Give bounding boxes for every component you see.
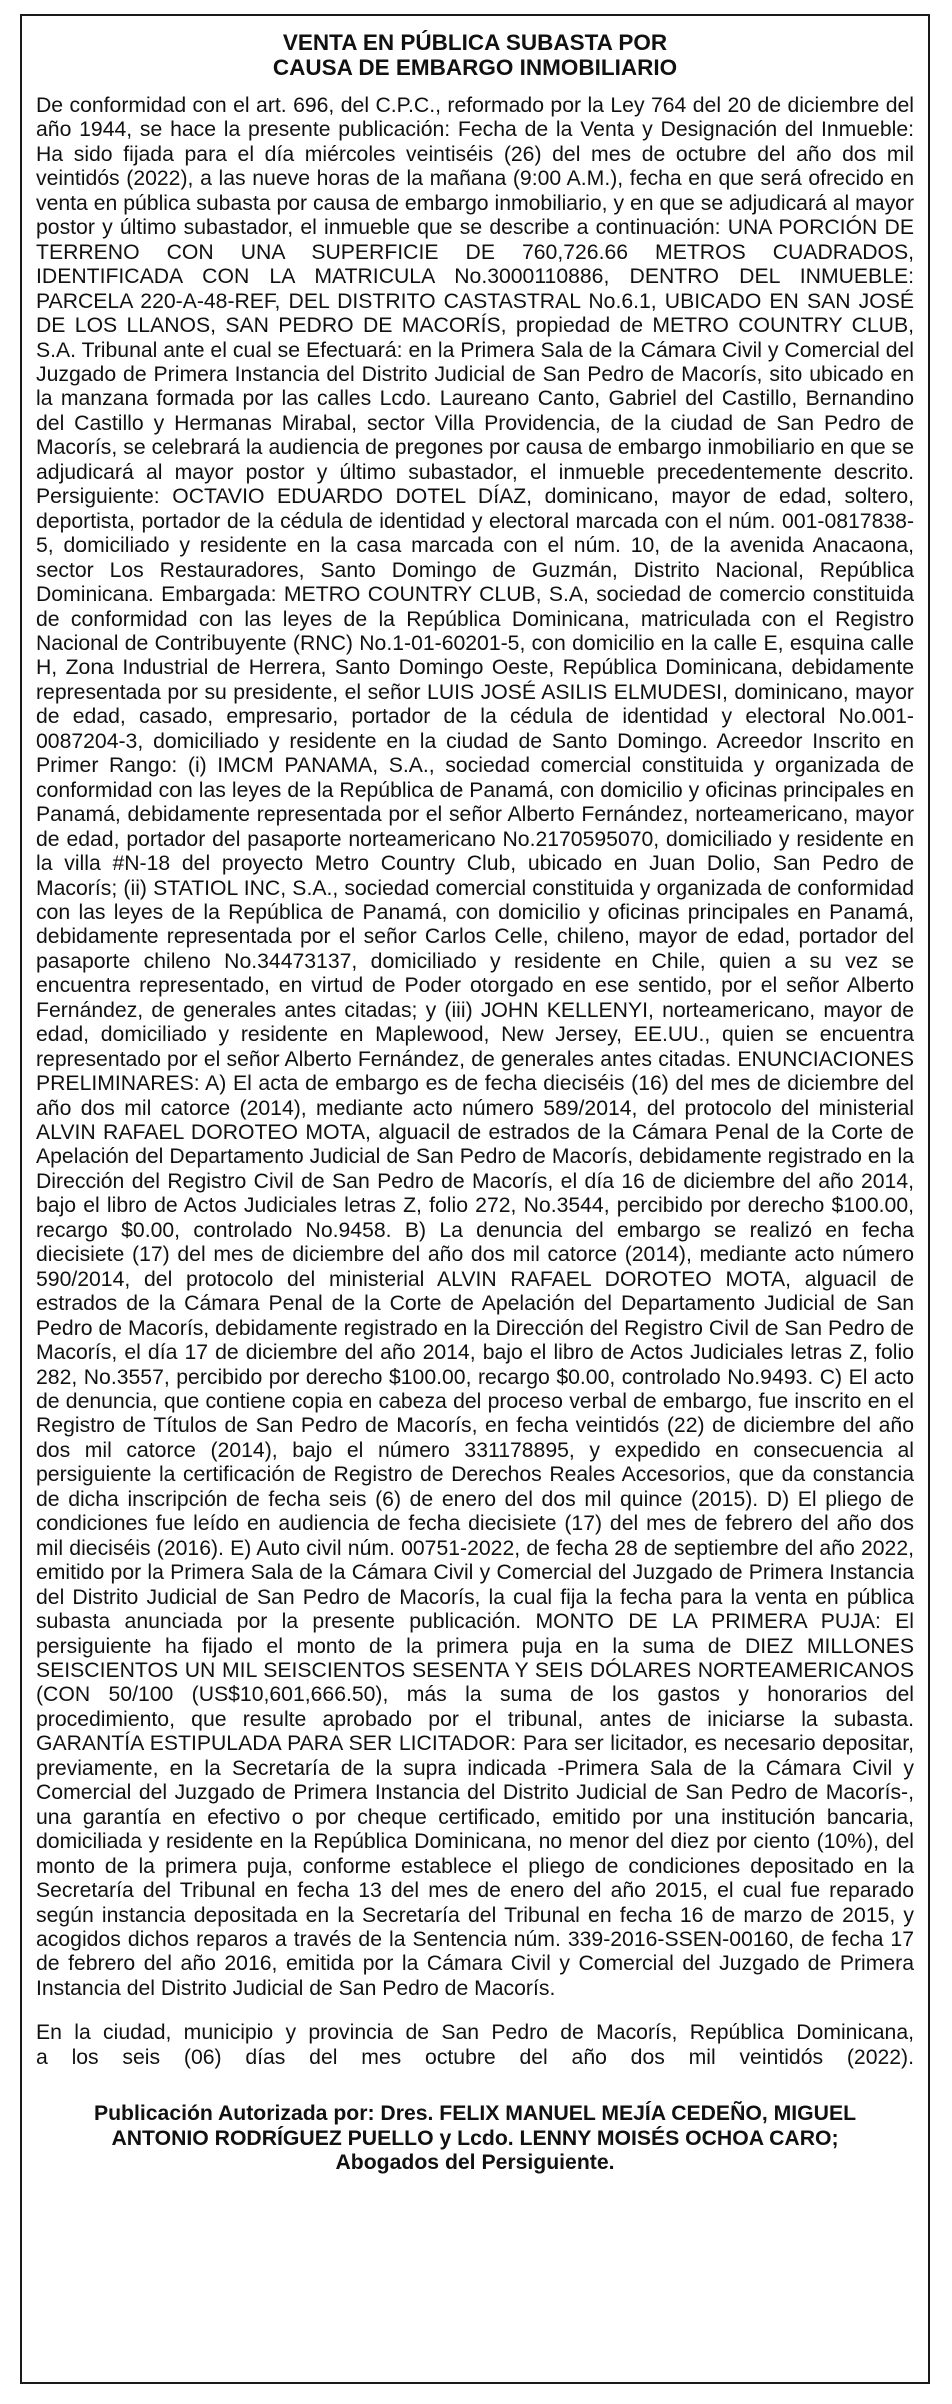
notice-closing	[36, 2021, 914, 2070]
notice-title	[36, 30, 914, 80]
authorization-line-2: ANTONIO RODRÍGUEZ PUELLO y Lcdo. LENNY MOISÉS OCHOA CARO;	[111, 2126, 839, 2150]
legal-notice	[20, 14, 930, 2384]
notice-title-line-1: VENTA EN PÚBLICA SUBASTA POR	[282, 30, 668, 55]
closing-line-1: En la ciudad, municipio y provincia de San Pedro de Macorís, República Dominicana,	[36, 2021, 914, 2045]
notice-title-line-2: CAUSA DE EMBARGO INMOBILIARIO	[272, 55, 678, 80]
publication-authorization	[36, 2102, 914, 2175]
notice-body: De conformidad con el art. 696, del C.P.C., reformado por la Ley 764 del 20 de diciembre del año 1944, se hace la presente publicación: Fecha de la Venta y Designación del Inmueble: Ha sido fijada para el día miércoles veintiséis (26) del mes de octubre del año dos mil veintidós (2022), a las nueve horas de la mañana (9:00 A.M.), fecha en que será ofrecido en venta en pública subasta por causa de embargo inmobiliario, y en que se adjudicará al mayor postor y último subastador, el inmueble que se describe a continuación: UNA PORCIÓN DE TERRENO CON UNA SUPERFICIE DE 760,726.66 METROS CUADRADOS, IDENTIFICADA CON LA MATRICULA No.3000110886, DENTRO DEL INMUEBLE: PARCELA 220-A-48-REF, DEL DISTRITO CASTASTRAL No.6.1, UBICADO EN SAN JOSÉ DE LOS LLANOS, SAN PEDRO DE MACORÍS, propiedad de METRO COUNTRY CLUB, S.A. Tribunal ante el cual se Efectuará: en la Primera Sala de la Cámara Civil y Comercial del Juzgado de Primera Instancia del Distrito Judicial de San Pedro de Macorís, sito ubicado en la manzana formada por las calles Lcdo. Laureano Canto, Gabriel del Castillo, Bernandino del Castillo y Hermanas Mirabal, sector Villa Providencia, de la ciudad de San Pedro de Macorís, se celebrará la audiencia de pregones por causa de embargo inmobiliario en que se adjudicará al mayor postor y último subastador, el inmueble precedentemente descrito. Persiguiente: OCTAVIO EDUARDO DOTEL DÍAZ, dominicano, mayor de edad, soltero, deportista, portador de la cédula de identidad y electoral marcada con el núm. 001-0817838-5, domiciliado y residente en la casa marcada con el núm. 10, de la avenida Anacaona, sector Los Restauradores, Santo Domingo de Guzmán, Distrito Nacional, República Dominicana. Embargada: METRO COUNTRY CLUB, S.A, sociedad de comercio constituida de conformidad con las leyes de la República Dominicana, matriculada con el Registro Nacional de Contribuyente (RNC) No.1-01-60201-5, con domicilio en la calle E, esquina calle H, Zona Industrial de Herrera, Santo Domingo Oeste, República Dominicana, debidamente representada por su presidente, el señor LUIS JOSÉ ASILIS ELMUDESI, dominicano, mayor de edad, casado, empresario, portador de la cédula de identidad y electoral No.001-0087204-3, domiciliado y residente en la ciudad de Santo Domingo. Acreedor Inscrito en Primer Rango: (i) IMCM PANAMA, S.A., sociedad comercial constituida y organizada de conformidad con las leyes de la República de Panamá, con domicilio y oficinas principales en Panamá, debidamente representada por el señor Alberto Fernández, norteamericano, mayor de edad, portador del pasaporte norteamericano No.2170595070, domiciliado y residente en la villa #N-18 del proyecto Metro Country Club, ubicado en Juan Dolio, San Pedro de Macorís; (ii) STATIOL INC, S.A., sociedad comercial constituida y organizada de conformidad con las leyes de la República de Panamá, con domicilio y oficinas principales en Panamá, debidamente representada por el señor Carlos Celle, chileno, mayor de edad, portador del pasaporte chileno No.34473137, domiciliado y residente en Chile, quien a su vez se encuentra representado, en virtud de Poder otorgado en ese sentido, por el señor Alberto Fernández, de generales antes citadas; y (iii) JOHN KELLENYI, norteamericano, mayor de edad, domiciliado y residente en Maplewood, New Jersey, EE.UU., quien se encuentra representado por el señor Alberto Fernández, de generales antes citadas. ENUNCIACIONES PRELIMINARES: A) El acta de embargo es de fecha dieciséis (16) del mes de diciembre del año dos mil catorce (2014), mediante acto número 589/2014, del protocolo del ministerial ALVIN RAFAEL DOROTEO MOTA, alguacil de estrados de la Cámara Penal de la Corte de Apelación del Departamento Judicial de San Pedro de Macorís, debidamente registrado en la Dirección del Registro Civil de San Pedro de Macorís, el día 16 de diciembre del año 2014, bajo el libro de Actos Judiciales letras Z, folio 272, No.3544, percibido por derecho $100.00, recargo $0.00, controlado No.9458. B) La denuncia del embargo se realizó en fecha diecisiete (17) del mes de diciembre del año dos mil catorce (2014), mediante acto número 590/2014, del protocolo del ministerial ALVIN RAFAEL DOROTEO MOTA, alguacil de estrados de la Cámara Penal de la Corte de Apelación del Departamento Judicial de San Pedro de Macorís, debidamente registrado en la Dirección del Registro Civil de San Pedro de Macorís, el día 17 de diciembre del año 2014, bajo el libro de Actos Judiciales letras Z, folio 282, No.3557, percibido por derecho $100.00, recargo $0.00, controlado No.9493. C) El acto de denuncia, que contiene copia en cabeza del proceso verbal de embargo, fue inscrito en el Registro de Títulos de San Pedro de Macorís, en fecha veintidós (22) de diciembre del año dos mil catorce (2014), bajo el número 331178895, y expedido en consecuencia al persiguiente la certificación de Registro de Derechos Reales Accesorios, que da constancia de dicha inscripción de fecha seis (6) de enero del dos mil quince (2015). D) El pliego de condiciones fue leído en audiencia de fecha diecisiete (17) del mes de febrero del año dos mil dieciséis (2016). E) Auto civil núm. 00751-2022, de fecha 28 de septiembre del año 2022, emitido por la Primera Sala de la Cámara Civil y Comercial del Juzgado de Primera Instancia del Distrito Judicial de San Pedro de Macorís, la cual fija la fecha para la venta en pública subasta anunciada por la presente publicación. MONTO DE LA PRIMERA PUJA: El persiguiente ha fijado el monto de la primera puja en la suma de DIEZ MILLONES SEISCIENTOS UN MIL SEISCIENTOS SESENTA Y SEIS DÓLARES NORTEAMERICANOS (CON 50/100 (US$10,601,666.50), más la suma de los gastos y honorarios del procedimiento, que resulte aprobado por el tribunal, antes de iniciarse la subasta. GARANTÍA ESTIPULADA PARA SER LICITADOR: Para ser licitador, es necesario depositar, previamente, en la Secretaría de la supra indicada -Primera Sala de la Cámara Civil y Comercial del Juzgado de Primera Instancia del Distrito Judicial de San Pedro de Macorís-, una garantía en efectivo o por cheque certificado, emitido por una institución bancaria, domiciliada y residente en la República Dominicana, no menor del diez por ciento (10%), del monto de la primera puja, conforme establece el pliego de condiciones depositado en la Secretaría del Tribunal en fecha 13 del mes de enero del año 2015, el cual fue reparado según instancia depositada en la Secretaría del Tribunal en fecha 16 de marzo de 2015, y acogidos dichos reparos a través de la Sentencia núm. 339-2016-SSEN-00160, de fecha 17 de febrero del año 2016, emitida por la Cámara Civil y Comercial del Juzgado de Primera Instancia del Distrito Judicial de San Pedro de Macorís.	[36, 94, 914, 2000]
closing-line-2: a los seis (06) días del mes octubre del año dos mil veintidós (2022).	[36, 2045, 914, 2069]
authorization-line-1: Publicación Autorizada por: Dres. FELIX MANUEL MEJÍA CEDEÑO, MIGUEL	[93, 2102, 857, 2126]
authorization-line-3: Abogados del Persiguiente.	[335, 2151, 615, 2175]
